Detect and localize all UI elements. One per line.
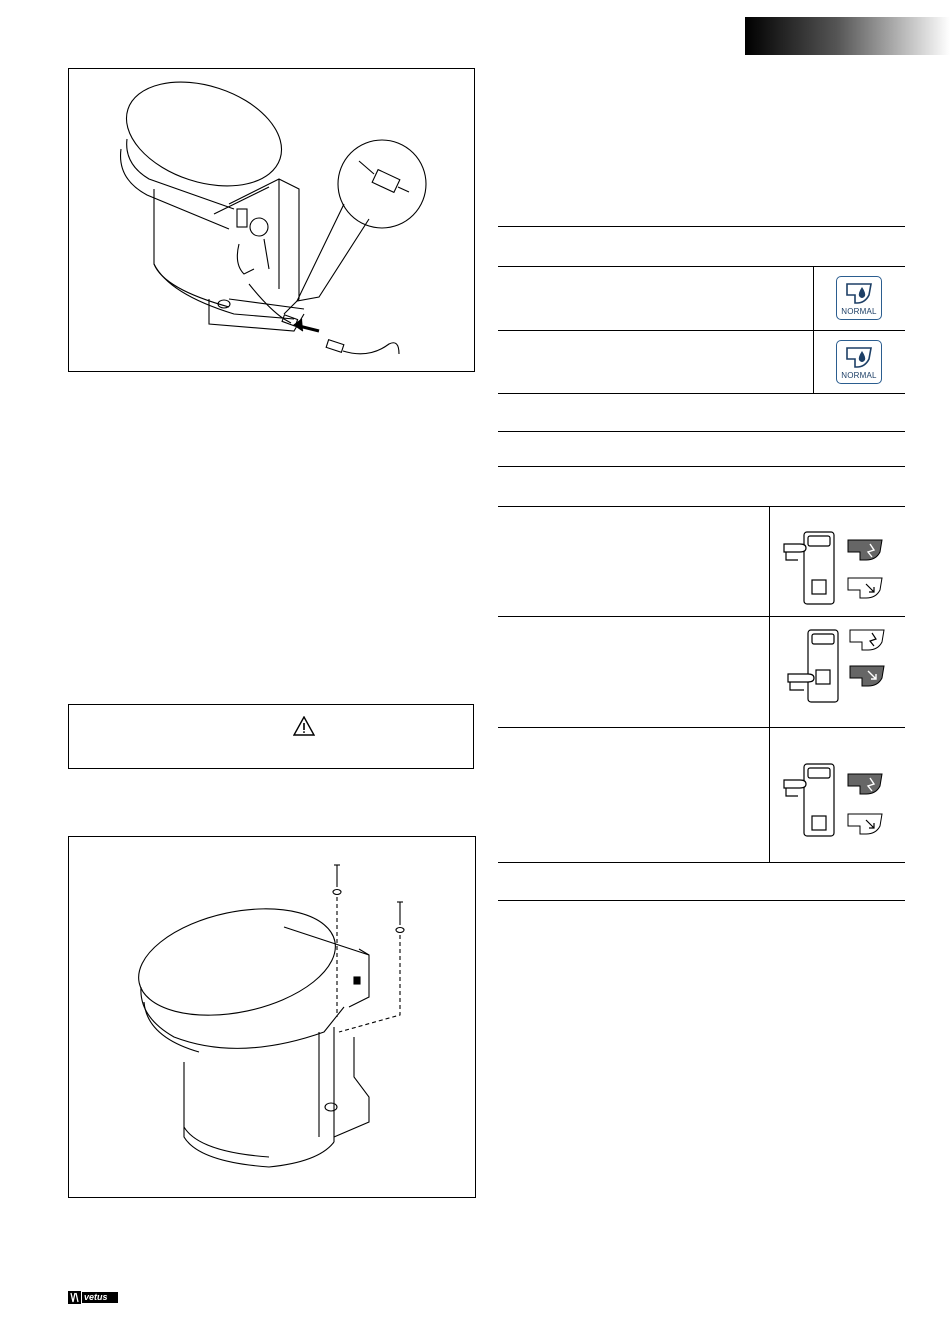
divider — [498, 862, 905, 863]
pointing-finger-icon — [784, 780, 806, 796]
control-panel-top-press-diagram — [782, 762, 892, 838]
divider — [498, 466, 905, 467]
flush-full-icon — [850, 630, 884, 650]
figure-connector-illustration — [68, 68, 475, 372]
warning-triangle-icon — [293, 716, 315, 736]
control-panel-top-press-diagram — [782, 530, 892, 606]
pointing-finger-icon — [784, 544, 806, 560]
divider — [498, 393, 905, 394]
water-drop-bowl-icon — [845, 345, 873, 369]
flush-full-icon — [848, 540, 882, 560]
normal-mode-badge — [836, 276, 882, 320]
control-panel-bottom-press-diagram — [786, 628, 896, 704]
normal-mode-badge — [836, 340, 882, 384]
flush-full-icon — [848, 774, 882, 794]
logo-text: vetus — [84, 1292, 108, 1302]
water-drop-bowl-icon — [845, 281, 873, 305]
divider — [498, 616, 905, 617]
warning-box — [68, 704, 474, 769]
flush-small-icon — [848, 578, 882, 598]
flush-small-icon — [850, 666, 884, 686]
divider — [498, 226, 905, 227]
divider — [498, 431, 905, 432]
divider — [498, 330, 905, 331]
divider — [498, 727, 905, 728]
badge-label: NORMAL — [841, 371, 877, 380]
flush-small-icon — [848, 814, 882, 834]
column-divider — [813, 266, 814, 393]
divider — [498, 266, 905, 267]
column-divider — [769, 506, 770, 862]
header-tab — [745, 17, 950, 55]
figure-mounting-illustration — [68, 836, 476, 1198]
pointing-finger-icon — [788, 674, 814, 690]
divider — [498, 900, 905, 901]
badge-label: NORMAL — [841, 307, 877, 316]
vetus-logo — [68, 1291, 118, 1304]
divider — [498, 506, 905, 507]
